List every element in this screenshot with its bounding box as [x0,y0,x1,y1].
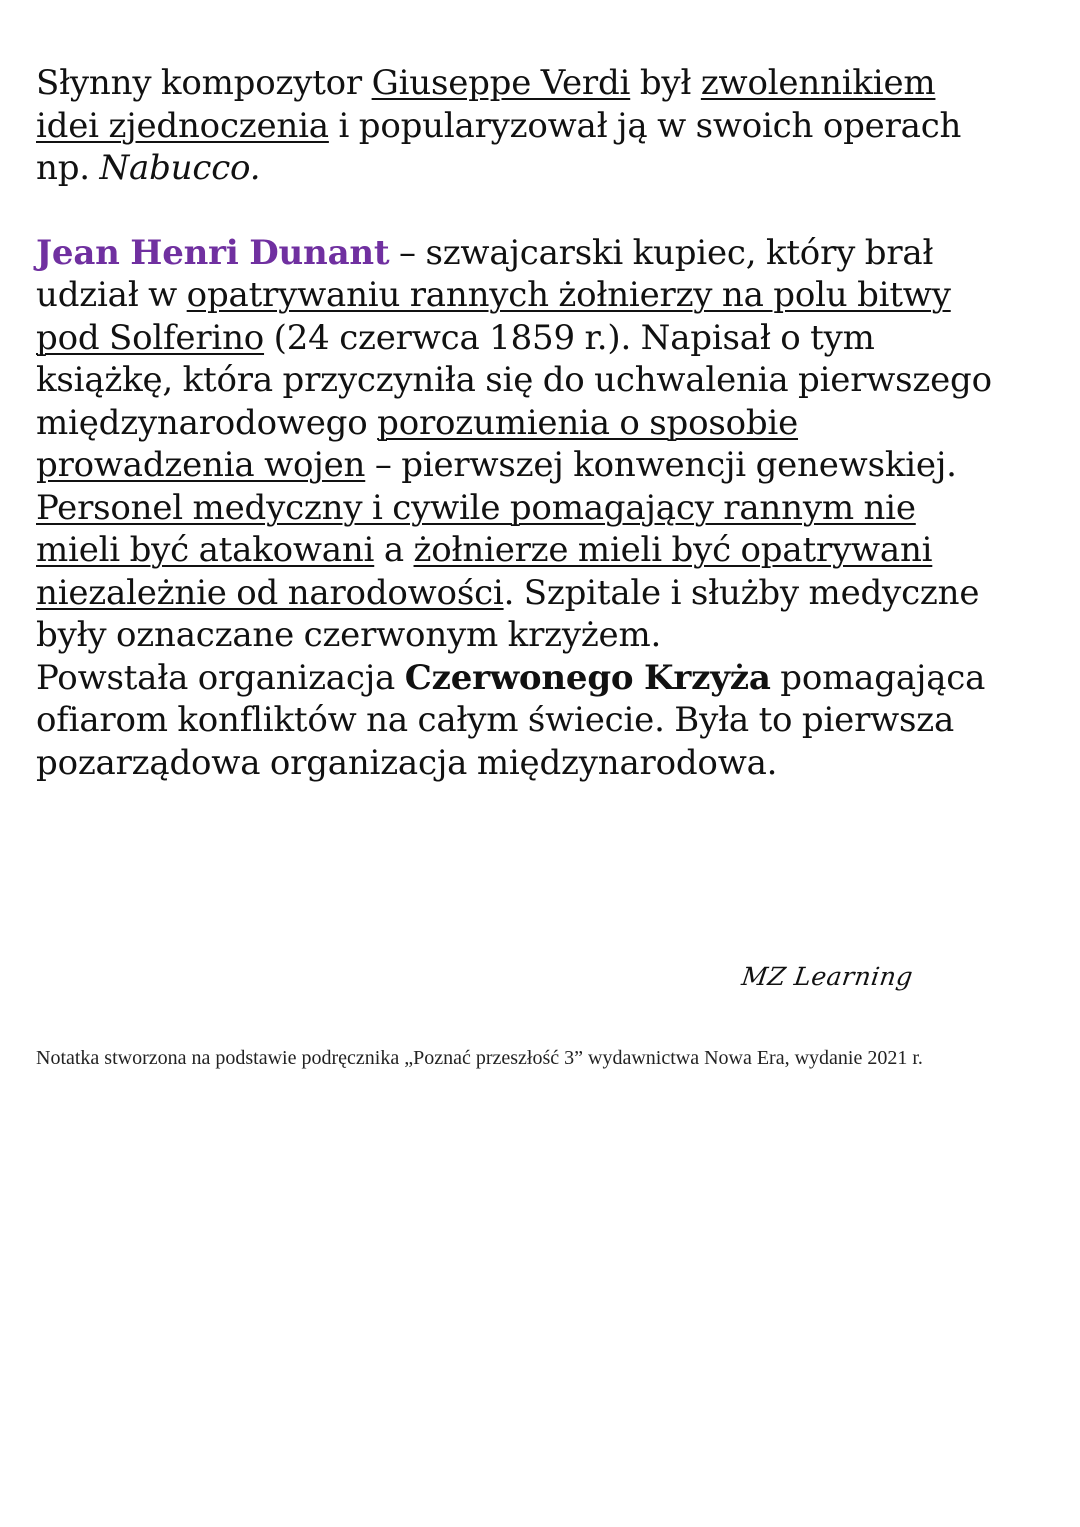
underlined-phrase: mieli być atakowani [36,530,375,570]
paragraph-dunant: Jean Henri Dunant – szwajcarski kupiec, który brał udział w opatrywaniu rannych żołnierzy na polu bitwy pod Solferino (24 czerwca 1859 r.). Napisał o tym książkę, która przyczyniła się do uchwalenia pierwszego międzynarodowego porozumienia o sposobie prowadzenia wojen – pierwszej konwencji genewskiej. Personel medyczny i cywile pomagający rannym nie mieli być atakowani a żołnierze mieli być opatrywani niezależnie od narodowości. Szpitale i służby medyczne były oznaczane czerwonym krzyżem. Powstała organizacja Czerwonego Krzyża pomagająca ofiarom konfliktów na całym świecie. Była to pierwsza pozarządowa organizacja międzynarodowa. [36,232,992,783]
bold-organization-name: Czerwonego Krzyża [404,657,771,698]
underlined-phrase: żołnierze mieli być opatrywani [413,530,933,570]
source-footnote: Notatka stworzona na podstawie podręcznika „Poznać przeszłość 3” wydawnictwa Nowa Era, wydanie 2021 r. [36,1047,923,1069]
underlined-phrase: Personel medyczny i cywile pomagający rannym nie [36,487,916,528]
underlined-phrase: opatrywaniu rannych żołnierzy na polu bitwy [186,275,951,315]
underlined-phrase: idei zjednoczenia [36,105,329,146]
underlined-phrase: zwolennikiem [700,63,936,103]
underlined-phrase: prowadzenia wojen [36,445,366,485]
underlined-phrase: niezależnie od narodowości [36,572,504,613]
underlined-phrase: porozumienia o sposobie [377,402,799,443]
opera-title: Nabucco. [99,148,261,188]
highlighted-name: Jean Henri Dunant [36,232,390,273]
underlined-phrase: Giuseppe Verdi [371,63,631,103]
underlined-phrase: pod Solferino [36,317,265,358]
document-body [36,62,1046,784]
paragraph-verdi: Słynny kompozytor Giuseppe Verdi był zwolennikiem idei zjednoczenia i popularyzował ją w swoich operach np. Nabucco. [36,63,962,188]
signature: MZ Learning [739,962,915,991]
